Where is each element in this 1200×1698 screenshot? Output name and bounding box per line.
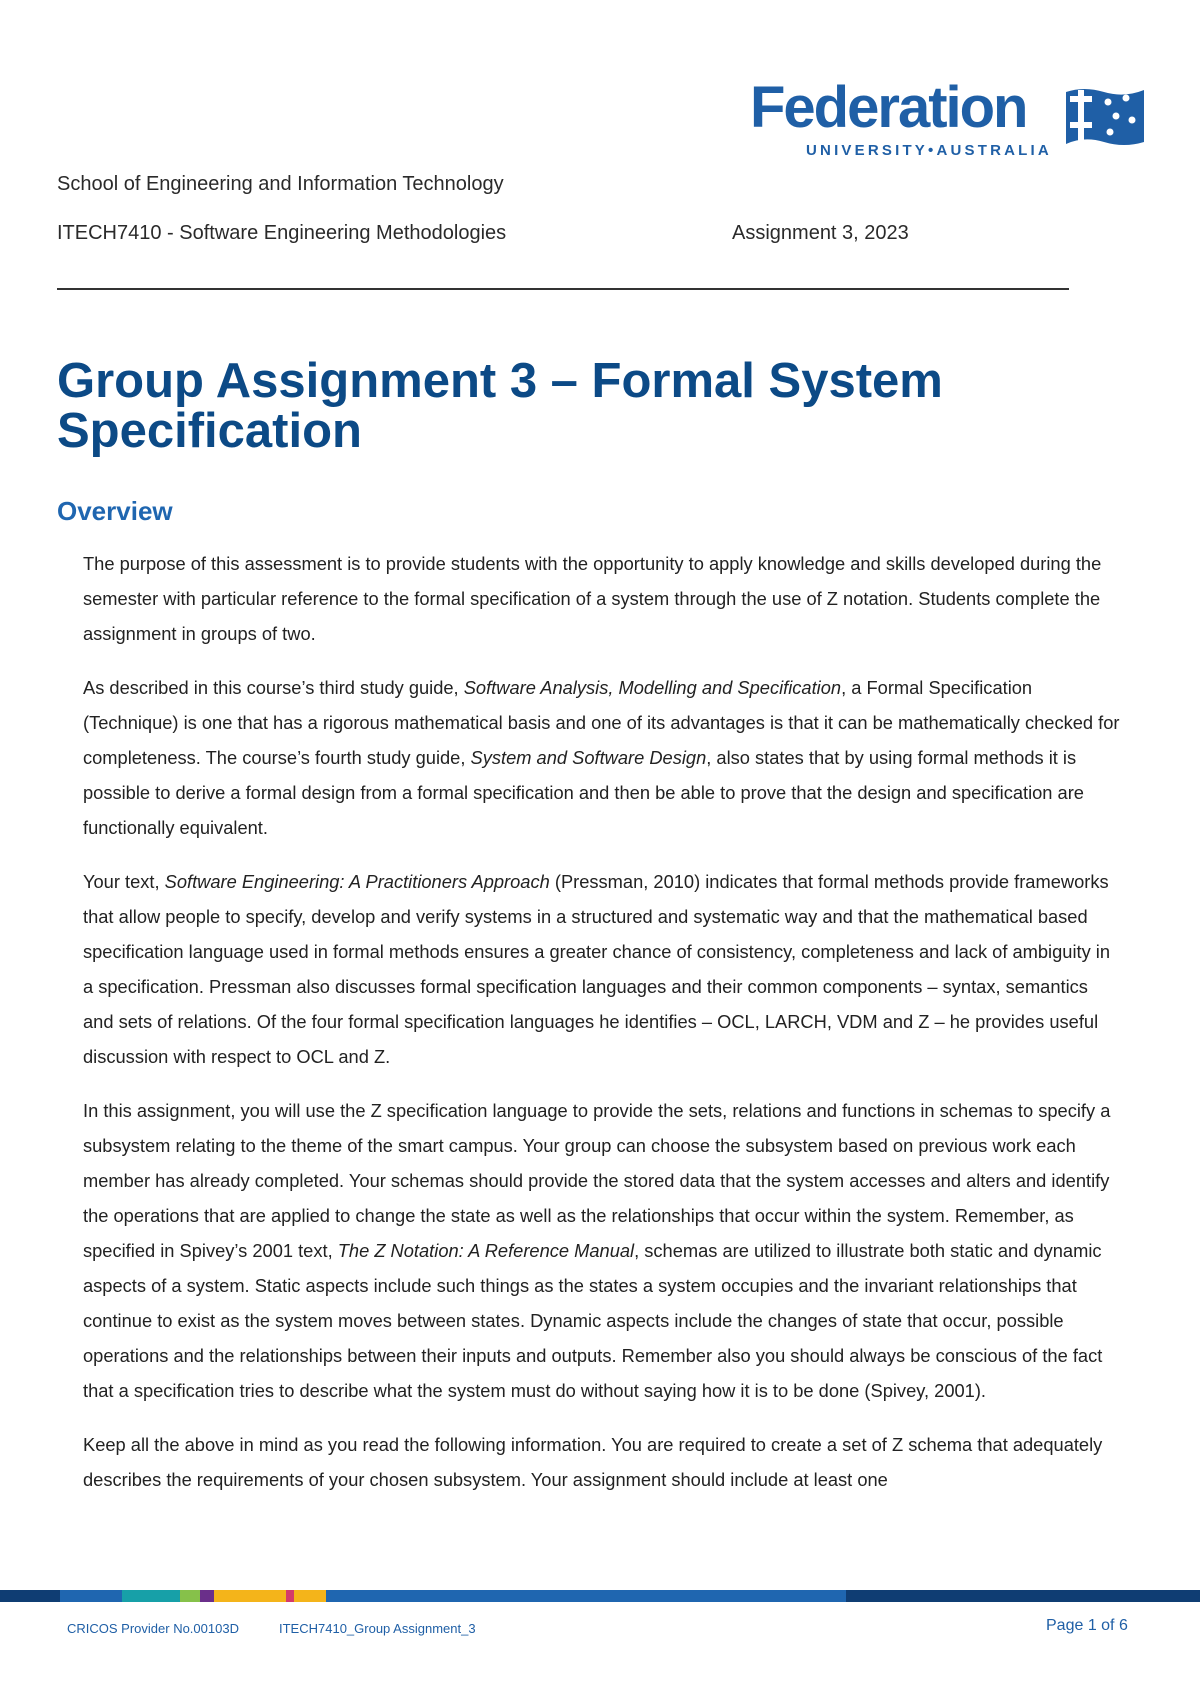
document-filename: ITECH7410_Group Assignment_3 — [279, 1621, 476, 1636]
bar-segment — [286, 1590, 294, 1602]
bar-segment — [214, 1590, 286, 1602]
paragraph-text: , a Formal Specification (Technique) is one that has a rigorous mathematical basis and one of its advantages is that it can be mathematically checked for completeness. The course’s fourth study guide, — [83, 677, 1120, 768]
header-divider — [57, 288, 1069, 290]
logo-wordmark: Federation — [750, 75, 1027, 140]
assignment-label: Assignment 3, 2023 — [732, 222, 909, 244]
bar-segment — [180, 1590, 200, 1602]
paragraph-text: , also states that by using formal methods it is possible to derive a formal design from a formal specification and then be able to prove that the design and specification are functionally equivalent. — [83, 747, 1084, 838]
paragraph-text: As described in this course’s third study guide, — [83, 677, 464, 698]
italic-title: System and Software Design — [470, 747, 707, 768]
paragraph-text: In this assignment, you will use the Z specification language to provide the sets, relations and functions in schemas to specify a subsystem relating to the theme of the smart campus. Your group can choose the subsystem based on previous work each member has already completed. Your schemas should provide the stored data that the system accesses and alters and identify the operations that are applied to change the state as well as the relationships that occur within the system. Remember, as specified in Spivey’s 2001 text, — [83, 1100, 1111, 1261]
paragraph — [83, 864, 1123, 1074]
italic-title: The Z Notation: A Reference Manual — [337, 1240, 635, 1261]
bar-segment — [200, 1590, 214, 1602]
bar-segment — [122, 1590, 180, 1602]
section-heading: Overview — [57, 496, 173, 526]
school-name: School of Engineering and Information Technology — [57, 173, 504, 195]
paragraph-text: , schemas are utilized to illustrate both static and dynamic aspects of a system. Static aspects include such things as the states a system occupies and the invariant relationships that continue to exist as the system moves between states. Dynamic aspects include the changes of state that occur, possible operations and the relationships between their inputs and outputs. Remember also you should always be conscious of the fact that a specification tries to describe what the system must do without saying how it is to be done (Spivey, 2001). — [83, 1240, 1103, 1401]
course-name: ITECH7410 - Software Engineering Methodologies — [57, 222, 507, 244]
flag-icon — [1064, 82, 1146, 154]
paragraph — [83, 1093, 1123, 1408]
italic-title: Software Engineering: A Practitioners Approach — [164, 871, 550, 892]
page-title: Group Assignment 3 – Formal System Specification — [57, 354, 943, 458]
document-body — [83, 546, 1123, 1516]
paragraph-text: Your text, — [83, 871, 165, 892]
logo-subtitle: UNIVERSITY•AUSTRALIA — [806, 142, 1052, 159]
paragraph — [83, 546, 1123, 651]
bar-segment — [326, 1590, 846, 1602]
paragraph — [83, 670, 1123, 845]
bar-segment — [846, 1590, 1200, 1602]
bar-segment — [294, 1590, 326, 1602]
paragraph — [83, 1427, 1123, 1497]
footer-color-bar — [0, 1590, 1200, 1602]
bar-segment — [60, 1590, 122, 1602]
paragraph-text: (Pressman, 2010) indicates that formal methods provide frameworks that allow people to specify, develop and verify systems in a structured and systematic way and that the mathematical based specification language used in formal methods ensures a greater chance of consistency, completeness and lack of ambiguity in a specification. Pressman also discusses formal specification languages and their common components – syntax, semantics and sets of relations. Of the four formal specification languages he identifies – OCL, LARCH, VDM and Z – he provides useful discussion with respect to OCL and Z. — [83, 871, 1111, 1067]
university-logo — [750, 75, 1150, 162]
bar-segment — [0, 1590, 60, 1602]
paragraph-text: The purpose of this assessment is to provide students with the opportunity to apply knowledge and skills developed during the semester with particular reference to the formal specification of a system through the use of Z notation. Students complete the assignment in groups of two. — [83, 553, 1102, 644]
cricos-code: CRICOS Provider No.00103D — [67, 1621, 239, 1636]
page-number: Page 1 of 6 — [1046, 1617, 1128, 1634]
paragraph-text: Keep all the above in mind as you read the following information. You are required to create a set of Z schema that adequately describes the requirements of your chosen subsystem. Your assignment should include at least one — [83, 1434, 1103, 1490]
italic-title: Software Analysis, Modelling and Specification — [463, 677, 842, 698]
